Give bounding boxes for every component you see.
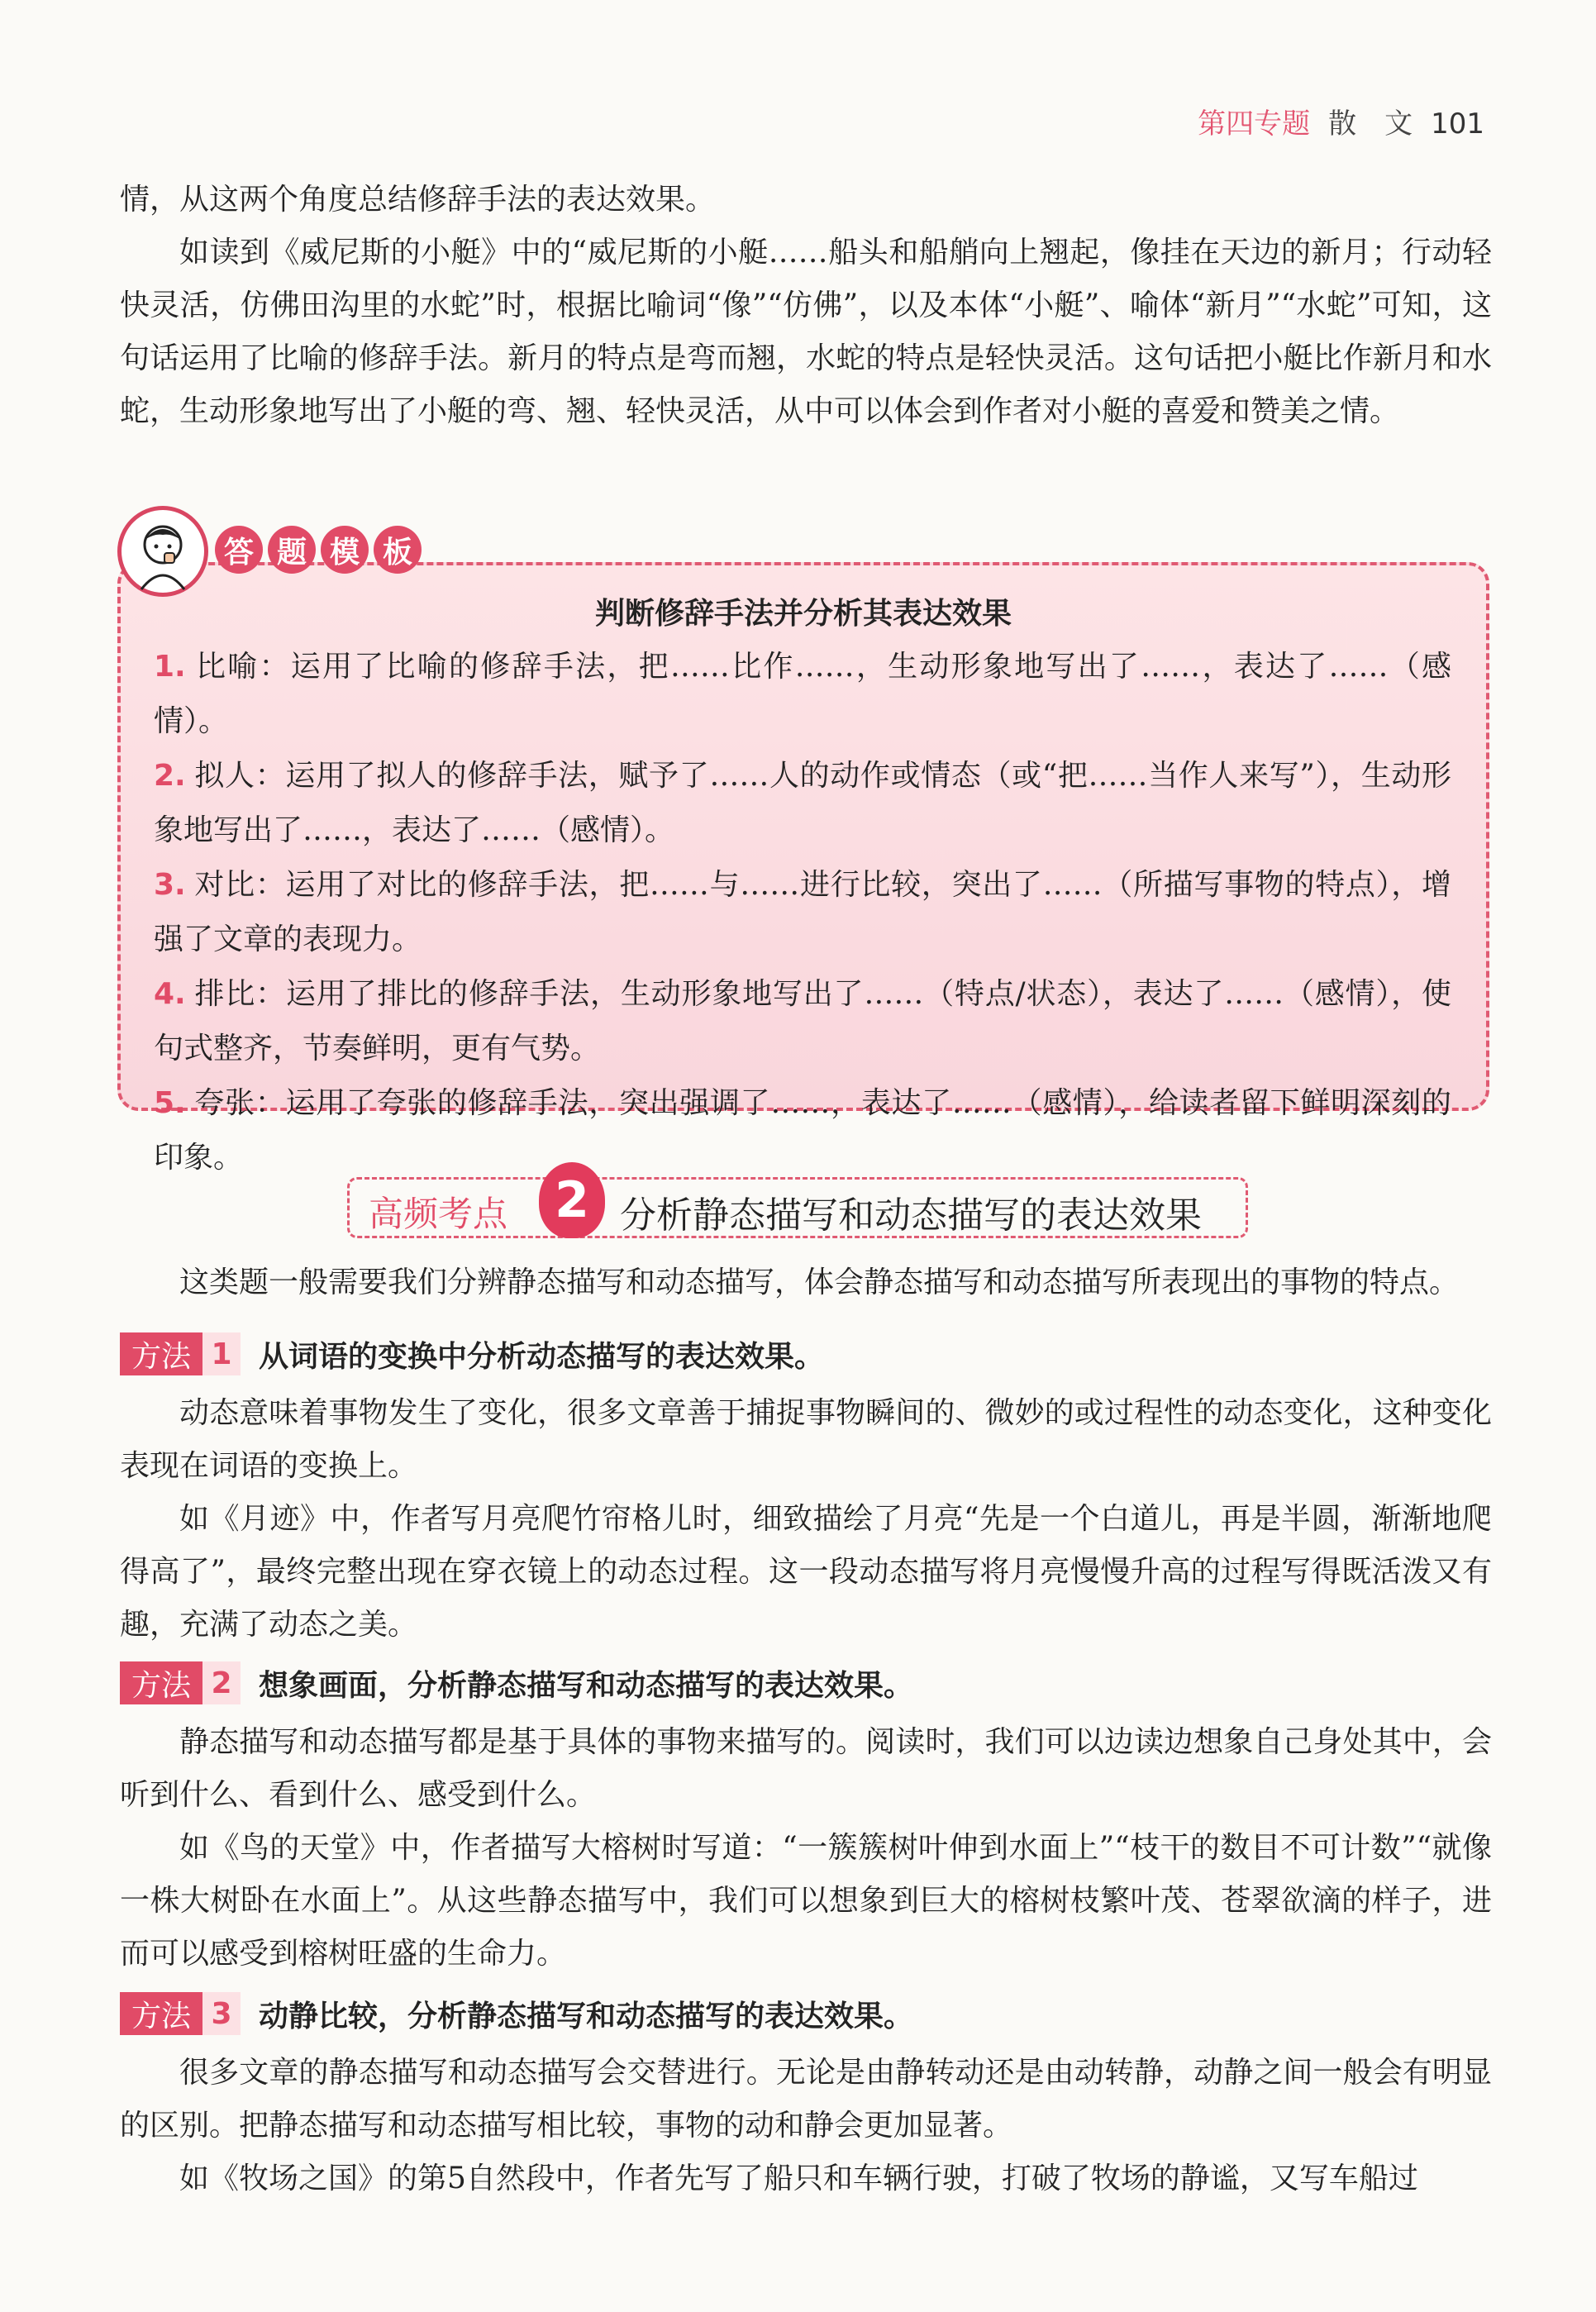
badge-char-4: 板 — [374, 526, 422, 574]
section-tag: 高频考点 — [369, 1194, 508, 1234]
method-3-body — [120, 2047, 1492, 2205]
method-1-tag: 方法 1 — [120, 1332, 241, 1375]
method-2-p2: 如《鸟的天堂》中，作者描写大榕树时写道：“一簇簇树叶伸到水面上”“枝干的数目不可计数”“就像一株大树卧在水面上”。从这些静态描写中，我们可以想象到巨大的榕树枝繁叶茂、苍翠欲滴的样子，进而可以感受到榕树旺盛的生命力。 — [120, 1831, 1492, 1971]
header-section: 散 文 — [1328, 107, 1413, 141]
template-item-5: 5. 夸张：运用了夸张的修辞手法，突出强调了……，表达了……（感情），给读者留下鲜明深刻的印象。 — [154, 1086, 1451, 1175]
method-3-p1: 很多文章的静态描写和动态描写会交替进行。无论是由静转动还是由动转静，动静之间一般会有明显的区别。把静态描写和动态描写相比较，事物的动和静会更加显著。 — [120, 2056, 1492, 2143]
template-item-4: 4. 排比：运用了排比的修辞手法，生动形象地写出了……（特点/状态），表达了……（感情），使句式整齐，节奏鲜明，更有气势。 — [154, 977, 1451, 1065]
page-header — [1198, 101, 1484, 141]
method-3-tag: 方法 3 — [120, 1992, 241, 2035]
badge-text — [215, 526, 422, 574]
badge-char-2: 题 — [268, 526, 316, 574]
template-title: 判断修辞手法并分析其表达效果 — [594, 597, 1012, 631]
intro-line-1: 情，从这两个角度总结修辞手法的表达效果。 — [120, 183, 716, 217]
page-number: 101 — [1431, 107, 1484, 141]
method-2-title: 想象画面，分析静态描写和动态描写的表达效果。 — [259, 1668, 914, 1703]
intro-paragraphs — [120, 174, 1492, 438]
intro-example: 如读到《威尼斯的小艇》中的“威尼斯的小艇……船头和船艄向上翘起，像挂在天边的新月；行动轻快灵活，仿佛田沟里的水蛇”时，根据比喻词“像”“仿佛”，以及本体“小艇”、喻体“新月”“水蛇”可知，这句话运用了比喻的修辞手法。新月的特点是弯而翘，水蛇的特点是轻快灵活。这句话把小艇比作新月和水蛇，生动形象地写出了小艇的弯、翘、轻快灵活，从中可以体会到作者对小艇的喜爱和赞美之情。 — [120, 236, 1492, 428]
method-1-body — [120, 1387, 1492, 1652]
template-item-2: 2. 拟人：运用了拟人的修辞手法，赋予了……人的动作或情态（或“把……当作人来写”），生动形象地写出了……，表达了……（感情）。 — [154, 759, 1451, 847]
method-1-title: 从词语的变换中分析动态描写的表达效果。 — [259, 1339, 825, 1374]
method-3-heading — [120, 1992, 913, 2035]
boy-avatar-icon — [117, 506, 208, 597]
badge-char-3: 模 — [321, 526, 369, 574]
badge-char-1: 答 — [215, 526, 263, 574]
section-number-flame-icon: 2 — [539, 1162, 605, 1238]
method-3-title: 动静比较，分析静态描写和动态描写的表达效果。 — [259, 1999, 914, 2033]
method-3-p2: 如《牧场之国》的第5自然段中，作者先写了船只和车辆行驶，打破了牧场的静谧，又写车船过 — [179, 2162, 1418, 2195]
method-1-heading — [120, 1332, 824, 1375]
section-title: 分析静态描写和动态描写的表达效果 — [620, 1194, 1202, 1237]
answer-template-box — [117, 562, 1489, 1175]
answer-template-badge — [117, 506, 465, 589]
method-1-p1: 动态意味着事物发生了变化，很多文章善于捕捉事物瞬间的、微妙的或过程性的动态变化，这种变化表现在词语的变换上。 — [120, 1396, 1492, 1483]
template-item-1: 1. 比喻：运用了比喻的修辞手法，把……比作……，生动形象地写出了……，表达了……（感情）。 — [154, 650, 1451, 738]
header-topic: 第四专题 — [1198, 107, 1311, 141]
section-heading — [347, 1157, 1248, 1240]
method-2-p1: 静态描写和动态描写都是基于具体的事物来描写的。阅读时，我们可以边读边想象自己身处其中，会听到什么、看到什么、感受到什么。 — [120, 1725, 1492, 1812]
method-2-body — [120, 1716, 1492, 1981]
method-2-heading — [120, 1661, 913, 1704]
template-list — [154, 640, 1451, 1185]
template-item-3: 3. 对比：运用了对比的修辞手法，把……与……进行比较，突出了……（所描写事物的特点），增强了文章的表现力。 — [154, 868, 1451, 956]
method-2-tag: 方法 2 — [120, 1661, 241, 1704]
section-intro: 这类题一般需要我们分辨静态描写和动态描写，体会静态描写和动态描写所表现出的事物的特点。 — [179, 1266, 1460, 1299]
method-1-p2: 如《月迹》中，作者写月亮爬竹帘格儿时，细致描绘了月亮“先是一个白道儿，再是半圆，渐渐地爬得高了”，最终完整出现在穿衣镜上的动态过程。这一段动态描写将月亮慢慢升高的过程写得既活泼又有趣，充满了动态之美。 — [120, 1502, 1492, 1642]
